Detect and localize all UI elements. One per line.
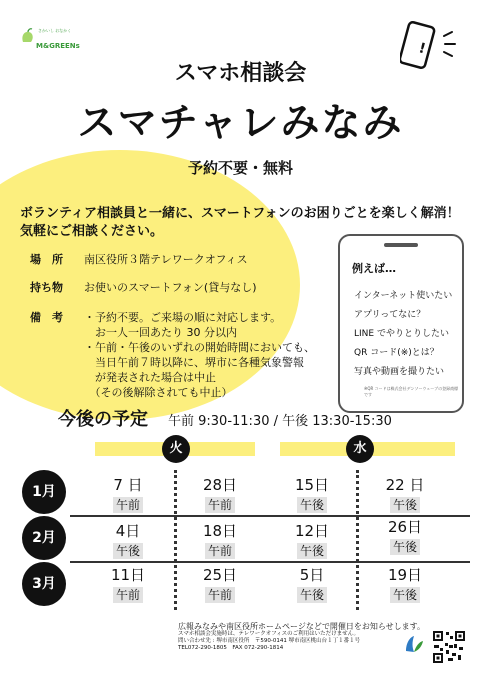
schedule-cell xyxy=(282,476,342,513)
notes-line: 当日午前７時以降に、堺市に各種気象警報 xyxy=(84,356,304,369)
svg-text:!: ! xyxy=(416,40,428,58)
cell-session: 午前 xyxy=(205,543,235,559)
cell-session: 午前 xyxy=(113,587,143,603)
schedule-title: 今後の予定 xyxy=(58,409,148,430)
footer-line-4: TEL072-290-1805 FAX 072-290-1814 xyxy=(178,645,284,651)
cell-session: 午前 xyxy=(113,497,143,513)
place-label: 場 所 xyxy=(30,253,63,266)
cell-date: 26日 xyxy=(387,518,423,536)
footer-line-1: 広報みなみや南区役所ホームページなどで開催日をお知らせします。 xyxy=(178,622,425,631)
cell-date: 11日 xyxy=(110,566,146,584)
schedule-cell xyxy=(190,522,250,559)
examples-phone-box xyxy=(338,234,464,413)
intro-line-1: ボランティア相談員と一緒に、スマートフォンのお困りごとを楽しく解消！ xyxy=(20,206,460,221)
cell-session: 午後 xyxy=(297,497,327,513)
divider-dotted xyxy=(356,470,359,610)
cell-session: 午前 xyxy=(205,497,235,513)
divider-dotted xyxy=(174,470,177,610)
cell-session: 午後 xyxy=(297,543,327,559)
bring-value: お使いのスマートフォン(貸与なし) xyxy=(84,281,257,294)
schedule-cell xyxy=(282,566,342,603)
event-subtitle: 予約不要・無料 xyxy=(187,159,293,177)
notes-line: お一人一回あたり 30 分以内 xyxy=(84,326,237,339)
qr-code-icon[interactable] xyxy=(432,630,466,664)
example-item: アプリってなに？ xyxy=(354,310,426,320)
month-march: 3月 xyxy=(22,562,66,606)
logo-tagline: さかいし おなかく xyxy=(38,28,72,33)
example-item: LINE でやりとりしたい xyxy=(354,329,449,339)
cell-session: 午後 xyxy=(297,587,327,603)
footer-line-3: 問い合わせ先 : 堺市南区役所 〒590-0141 堺市南区桃山台１丁１番１号 xyxy=(178,638,361,644)
row-divider xyxy=(70,561,470,563)
notes-line: が発表された場合は中止 xyxy=(84,371,216,384)
day-tuesday: 火 xyxy=(162,435,190,463)
schedule-cell xyxy=(98,476,158,513)
mgreens-logo xyxy=(20,24,92,56)
notes-label: 備 考 xyxy=(30,311,63,324)
phone-notch xyxy=(384,243,418,247)
schedule-cell xyxy=(375,566,435,603)
notes-line: （その後解除されても中止） xyxy=(84,386,233,399)
schedule-cell xyxy=(98,566,158,603)
cell-session: 午後 xyxy=(390,497,420,513)
example-item: インターネット使いたい xyxy=(354,291,453,301)
cell-date: 19日 xyxy=(387,566,423,584)
notes-line: ・予約不要。ご来場の順に対応します。 xyxy=(84,311,282,324)
cell-date: 5日 xyxy=(299,566,325,584)
example-item: QR コード(※)とは？ xyxy=(354,348,439,358)
bring-label: 持ち物 xyxy=(30,281,63,294)
schedule-cell xyxy=(375,476,435,513)
notes-line: ・午前・午後のいずれの開始時間においても、 xyxy=(84,341,315,354)
logo-name: M&GREENs xyxy=(36,42,80,50)
day-wednesday: 水 xyxy=(346,435,374,463)
cell-session: 午後 xyxy=(390,587,420,603)
intro-line-2: 気軽にご相談ください。 xyxy=(20,224,164,239)
schedule-cell xyxy=(98,522,158,559)
cell-date: 4日 xyxy=(115,522,141,540)
examples-title: 例えば… xyxy=(352,262,396,275)
cell-session: 午後 xyxy=(390,539,420,555)
schedule-cell xyxy=(375,518,435,555)
example-item: 写真や動画を撮りたい xyxy=(354,367,445,377)
qr-trademark-note: ※QR コードは株式会社デンソーウェーブの登録商標です xyxy=(364,386,459,397)
cell-date: 25日 xyxy=(202,566,238,584)
row-divider xyxy=(70,515,470,517)
sakai-city-emblem-icon xyxy=(402,633,426,659)
cell-date: 18日 xyxy=(202,522,238,540)
schedule-times: 午前 9:30-11:30 / 午後 13:30-15:30 xyxy=(168,414,392,429)
month-january: 1月 xyxy=(22,470,66,514)
cell-session: 午後 xyxy=(113,543,143,559)
schedule-cell xyxy=(190,566,250,603)
event-title-main: スマチャレみなみ xyxy=(77,101,404,146)
event-title-small: スマホ相談会 xyxy=(174,61,307,86)
schedule-cell xyxy=(282,522,342,559)
cell-date: 12日 xyxy=(294,522,330,540)
footer-line-2: スマホ相談会実施時は、テレワークオフィスのご利用はいただけません。 xyxy=(178,631,360,637)
cell-date: 22 日 xyxy=(385,476,425,494)
cell-date: 15日 xyxy=(294,476,330,494)
cell-date: 28日 xyxy=(202,476,238,494)
notes-list xyxy=(84,310,315,400)
cell-date: 7 日 xyxy=(113,476,143,494)
schedule-cell xyxy=(190,476,250,513)
footer-info xyxy=(178,622,425,652)
month-february: 2月 xyxy=(22,516,66,560)
cell-session: 午前 xyxy=(205,587,235,603)
place-value: 南区役所３階テレワークオフィス xyxy=(84,253,248,266)
